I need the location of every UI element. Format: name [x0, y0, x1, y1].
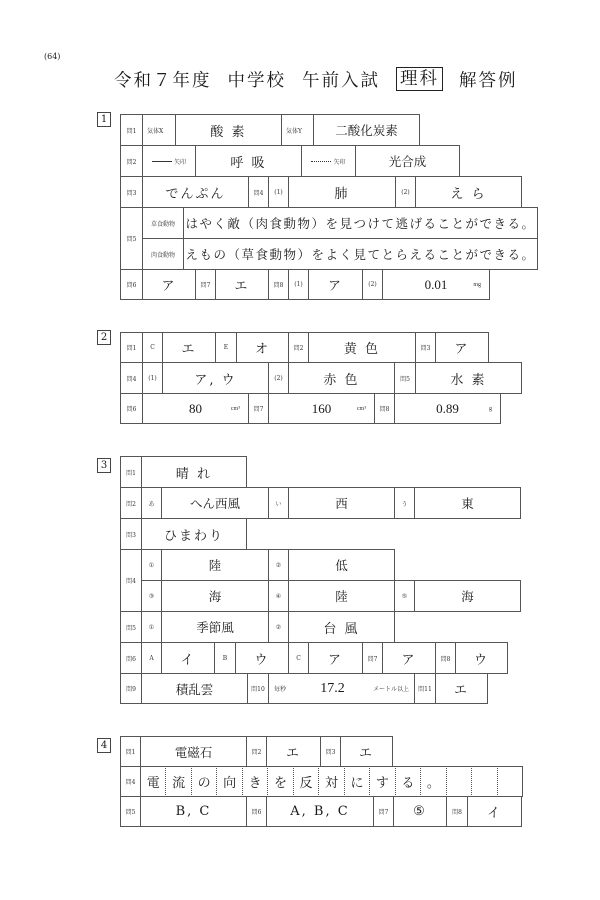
answer-cell: 呼 吸: [195, 145, 302, 177]
question-label: 問7: [195, 269, 216, 300]
dotted-arrow-label: [301, 145, 356, 177]
herbivore-label: 草食動物: [142, 207, 184, 239]
suffix-label: メートル以上: [372, 687, 409, 693]
question-label: 問5: [120, 207, 143, 270]
question-label: 問6: [246, 796, 267, 827]
answer-cell: ア, ウ: [162, 362, 269, 394]
answer-cell: エ: [266, 736, 321, 767]
question-label: 問4: [248, 176, 269, 208]
question-label: 問1: [120, 332, 143, 363]
answer-cell: 陸: [161, 549, 269, 581]
question-label: 問6: [120, 269, 143, 300]
answer-cell: [268, 673, 415, 704]
section-number: 1: [97, 112, 111, 127]
answer-cell: 東: [414, 487, 521, 519]
question-label: 問8: [435, 642, 456, 674]
answer-cell: エ: [215, 269, 269, 300]
unit-label: cm³: [230, 405, 240, 412]
question-label: 問3: [415, 332, 436, 363]
answer-cell: [394, 393, 501, 424]
question-label: 問3: [120, 518, 142, 550]
question-label: 問10: [247, 673, 269, 704]
sub-label: あ: [141, 487, 162, 519]
prefix-label: 毎秒: [274, 687, 287, 693]
section-number: 2: [97, 330, 111, 345]
question-label: 問7: [373, 796, 394, 827]
grid-cell: を: [267, 766, 293, 797]
sub-label: (1): [268, 176, 289, 208]
page-title: [114, 66, 534, 92]
grid-cell: 電: [140, 766, 166, 797]
carnivore-label: 肉食動物: [142, 238, 184, 270]
answer-value: 17.2: [320, 680, 345, 696]
sub-label: ④: [268, 580, 289, 612]
answer-cell: エ: [435, 673, 488, 704]
answer-cell: ア: [142, 269, 196, 300]
sub-label: う: [394, 487, 415, 519]
grid-cell: 対: [318, 766, 344, 797]
sub-label: (1): [288, 269, 309, 300]
title-era-year: 令和７年度: [114, 70, 212, 91]
question-label: 問4: [120, 766, 141, 797]
section-number: 3: [97, 458, 111, 473]
sub-label: ③: [141, 580, 162, 612]
answer-value: 160: [311, 400, 332, 416]
answer-cell: はやく敵（肉食動物）を見つけて逃げることができる。: [183, 207, 538, 239]
answer-cell: 海: [414, 580, 521, 612]
question-label: 問2: [246, 736, 267, 767]
question-label: 問2: [288, 332, 309, 363]
question-label: 問6: [120, 393, 143, 424]
gas-y-label: 気体Y: [281, 114, 314, 146]
question-label: 問3: [120, 176, 143, 208]
question-label: 問3: [320, 736, 341, 767]
unit-label: cm³: [356, 405, 366, 412]
answer-cell: 二酸化炭素: [313, 114, 420, 146]
sub-label: A: [141, 642, 162, 674]
title-school: 中学校: [227, 70, 286, 91]
sub-label: ②: [268, 549, 289, 581]
dotted-arrow-text: 矢印: [333, 158, 346, 166]
answer-cell: でんぷん: [142, 176, 249, 208]
answer-cell: A, B, C: [266, 796, 374, 827]
answer-cell: 晴 れ: [141, 456, 247, 488]
grid-cell: の: [191, 766, 217, 797]
solid-arrow-label: [142, 145, 196, 177]
question-label: 問5: [120, 611, 142, 643]
answer-cell: ア: [382, 642, 436, 674]
answer-cell: ひまわり: [141, 518, 247, 550]
answer-cell: ウ: [455, 642, 508, 674]
question-label: 問8: [446, 796, 468, 827]
answer-cell: 酸 素: [175, 114, 282, 146]
answer-cell: ア: [435, 332, 489, 363]
answer-cell: えもの（草食動物）をよく見てとらえることができる。: [183, 238, 538, 270]
answer-cell: へん西風: [161, 487, 269, 519]
answer-cell: 積乱雲: [141, 673, 248, 704]
answer-value: 80: [189, 400, 202, 416]
sub-label: ①: [141, 549, 162, 581]
answer-cell: ア: [308, 269, 363, 300]
question-label: 問9: [120, 673, 142, 704]
question-label: 問1: [120, 456, 142, 488]
sub-label: E: [215, 332, 237, 363]
section-number: 4: [97, 738, 111, 753]
grid-cell: [497, 766, 523, 797]
dotted-line-icon: [311, 161, 331, 162]
page-number: (64): [44, 52, 61, 61]
grid-cell: [471, 766, 497, 797]
answer-cell: 光合成: [355, 145, 460, 177]
answer-cell: 低: [288, 549, 395, 581]
title-subject: 理科: [396, 67, 443, 91]
answer-cell: B, C: [140, 796, 247, 827]
sub-label: (1): [142, 362, 163, 394]
answer-cell: 黄 色: [308, 332, 416, 363]
answer-cell: [142, 393, 249, 424]
question-label: 問1: [120, 114, 143, 146]
gas-x-label: 気体X: [142, 114, 176, 146]
answer-cell: ア: [308, 642, 363, 674]
answer-cell: [268, 393, 375, 424]
grid-cell: る: [395, 766, 421, 797]
unit-label: mg: [473, 281, 481, 288]
answer-value: 0.01: [424, 276, 448, 292]
answer-cell: ウ: [235, 642, 289, 674]
solid-arrow-text: 矢印: [173, 158, 186, 166]
question-label: 問4: [120, 549, 142, 612]
sub-label: (2): [362, 269, 383, 300]
answer-cell: 水 素: [415, 362, 522, 394]
answer-cell: え ら: [415, 176, 522, 208]
answer-cell: オ: [236, 332, 289, 363]
answer-cell: イ: [467, 796, 522, 827]
grid-cell: き: [242, 766, 268, 797]
question-label: 問5: [120, 796, 141, 827]
sub-label: ⑤: [394, 580, 415, 612]
sub-label: (2): [395, 176, 416, 208]
question-label: 問11: [414, 673, 436, 704]
answer-cell: 陸: [288, 580, 395, 612]
grid-cell: す: [369, 766, 395, 797]
grid-cell: に: [344, 766, 370, 797]
unit-label: g: [489, 405, 492, 412]
grid-cell: 反: [293, 766, 319, 797]
question-label: 問8: [374, 393, 395, 424]
answer-cell: 季節風: [161, 611, 269, 643]
answer-value: 0.89: [436, 400, 459, 416]
question-label: 問4: [120, 362, 143, 394]
answer-cell: エ: [340, 736, 393, 767]
grid-cell: 流: [165, 766, 191, 797]
grid-cell: [446, 766, 472, 797]
answer-cell: 赤 色: [288, 362, 395, 394]
sub-label: B: [214, 642, 236, 674]
sub-label: C: [142, 332, 163, 363]
answer-cell: [382, 269, 490, 300]
answer-cell: ⑤: [393, 796, 447, 827]
question-label: 問6: [120, 642, 142, 674]
answer-cell: 電磁石: [140, 736, 247, 767]
answer-cell: イ: [161, 642, 215, 674]
solid-line-icon: [152, 161, 172, 162]
answer-cell: 西: [288, 487, 395, 519]
title-answer-key: 解答例: [459, 70, 518, 91]
question-label: 問8: [268, 269, 289, 300]
answer-cell: 台 風: [288, 611, 395, 643]
answer-cell: 肺: [288, 176, 396, 208]
answer-cell: 海: [161, 580, 269, 612]
title-exam: 午前入試: [302, 70, 380, 91]
question-label: 問2: [120, 487, 142, 519]
question-label: 問2: [120, 145, 143, 177]
question-label: 問5: [394, 362, 416, 394]
question-label: 問7: [362, 642, 383, 674]
question-label: 問7: [248, 393, 269, 424]
sub-label: ①: [141, 611, 162, 643]
sub-label: C: [288, 642, 309, 674]
sub-label: (2): [268, 362, 289, 394]
grid-cell: 向: [216, 766, 242, 797]
grid-cell: 。: [420, 766, 446, 797]
answer-cell: エ: [162, 332, 216, 363]
sub-label: い: [268, 487, 289, 519]
question-label: 問1: [120, 736, 141, 767]
sub-label: ②: [268, 611, 289, 643]
